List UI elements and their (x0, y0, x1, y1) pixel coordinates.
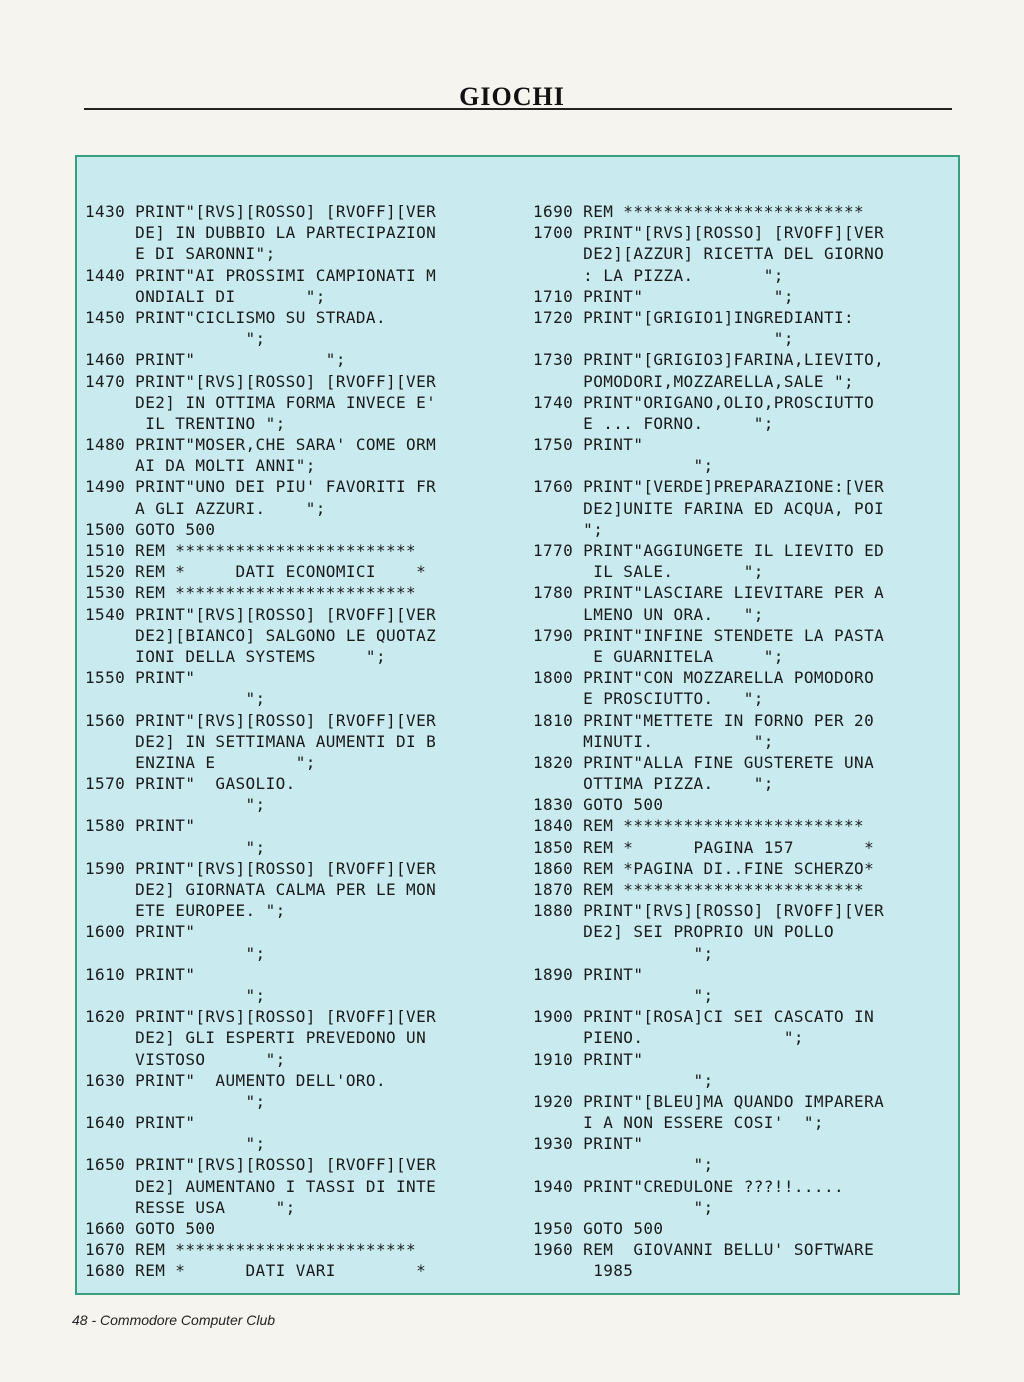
code-line: 1450 PRINT"CICLISMO SU STRADA. (85, 307, 386, 327)
code-line: "; (533, 1070, 714, 1090)
code-line: 1960 REM GIOVANNI BELLU' SOFTWARE (533, 1240, 875, 1260)
code-line: "; (85, 329, 266, 349)
page-footer: 48 - Commodore Computer Club (72, 1312, 276, 1328)
code-line: "; (533, 1155, 714, 1175)
code-line: "; (533, 456, 714, 476)
code-line: 1750 PRINT" (533, 435, 644, 455)
code-line: 1710 PRINT" "; (533, 286, 794, 306)
code-line: 1690 REM ************************ (533, 202, 865, 221)
code-line: PIENO. "; (533, 1028, 804, 1048)
code-line: 1860 REM *PAGINA DI..FINE SCHERZO* (533, 858, 875, 878)
code-line: 1830 GOTO 500 (533, 795, 664, 815)
code-line: 1730 PRINT"[GRIGIO3]FARINA,LIEVITO, (533, 350, 885, 370)
code-listing-panel (75, 155, 960, 1295)
code-line: 1670 REM ************************ (85, 1240, 417, 1260)
code-line: 1840 REM ************************ (533, 816, 865, 836)
code-line: 1650 PRINT"[RVS][ROSSO] [RVOFF][VER (85, 1155, 437, 1175)
code-line: "; (533, 1197, 714, 1217)
code-line: 1470 PRINT"[RVS][ROSSO] [RVOFF][VER (85, 371, 437, 391)
code-line: LMENO UN ORA. "; (533, 604, 764, 624)
code-line: : LA PIZZA. "; (533, 265, 784, 285)
code-line: 1550 PRINT" (85, 668, 196, 688)
code-line: 1630 PRINT" AUMENTO DELL'ORO. (85, 1070, 386, 1090)
code-line: 1790 PRINT"INFINE STENDETE LA PASTA (533, 625, 885, 645)
code-line: 1510 REM ************************ (85, 541, 417, 560)
code-line: ENZINA E "; (85, 752, 316, 772)
code-line: E GUARNITELA "; (533, 646, 784, 666)
code-line: 1440 PRINT"AI PROSSIMI CAMPIONATI M (85, 265, 437, 285)
code-line: E ... FORNO. "; (533, 413, 774, 433)
code-line: "; (85, 1134, 266, 1154)
code-line: DE2] SEI PROPRIO UN POLLO (533, 922, 834, 942)
code-line: A GLI AZZURI. "; (85, 498, 326, 518)
code-line: 1490 PRINT"UNO DEI PIU' FAVORITI FR (85, 477, 437, 497)
code-line: 1610 PRINT" (85, 964, 196, 984)
listing-column-left (85, 201, 436, 1282)
code-line: 1600 PRINT" (85, 922, 196, 942)
code-line: "; (85, 689, 266, 709)
code-line: ETE EUROPEE. "; (85, 901, 286, 921)
code-line: "; (85, 1091, 266, 1111)
code-line: IL SALE. "; (533, 562, 764, 582)
code-line: 1930 PRINT" (533, 1134, 644, 1154)
code-line: 1540 PRINT"[RVS][ROSSO] [RVOFF][VER (85, 604, 437, 624)
code-line: 1870 REM ************************ (533, 880, 865, 899)
code-line: "; (85, 943, 266, 963)
code-line: 1810 PRINT"METTETE IN FORNO PER 20 (533, 710, 875, 730)
code-line: VISTOSO "; (85, 1049, 286, 1069)
code-line: 1430 PRINT"[RVS][ROSSO] [RVOFF][VER (85, 202, 437, 221)
code-line: 1580 PRINT" (85, 816, 196, 836)
code-line: "; (85, 985, 266, 1005)
code-line: 1530 REM ************************ (85, 583, 417, 603)
code-line: 1820 PRINT"ALLA FINE GUSTERETE UNA (533, 752, 875, 772)
listing-column-right (533, 201, 884, 1282)
code-line: DE2] AUMENTANO I TASSI DI INTE (85, 1176, 437, 1196)
code-line: DE2] IN OTTIMA FORMA INVECE E' (85, 392, 437, 412)
code-line: DE2] IN SETTIMANA AUMENTI DI B (85, 731, 437, 751)
code-line: 1880 PRINT"[RVS][ROSSO] [RVOFF][VER (533, 901, 885, 921)
code-line: "; (533, 943, 714, 963)
code-line: 1460 PRINT" "; (85, 350, 346, 370)
code-line: DE] IN DUBBIO LA PARTECIPAZION (85, 223, 437, 243)
code-line: E DI SARONNI"; (85, 244, 276, 264)
code-line: 1920 PRINT"[BLEU]MA QUANDO IMPARERA (533, 1091, 885, 1111)
code-line: 1480 PRINT"MOSER,CHE SARA' COME ORM (85, 435, 437, 455)
code-line: 1570 PRINT" GASOLIO. (85, 774, 296, 794)
section-title: GIOCHI (459, 82, 565, 111)
code-line: AI DA MOLTI ANNI"; (85, 456, 316, 476)
code-line: 1890 PRINT" (533, 964, 644, 984)
code-line: 1700 PRINT"[RVS][ROSSO] [RVOFF][VER (533, 223, 885, 243)
code-line: I A NON ESSERE COSI' "; (533, 1113, 824, 1133)
code-line: "; (85, 795, 266, 815)
code-line: OTTIMA PIZZA. "; (533, 774, 774, 794)
code-line: "; (533, 519, 604, 539)
code-line: MINUTI. "; (533, 731, 774, 751)
code-line: 1720 PRINT"[GRIGIO1]INGREDIANTI: (533, 307, 855, 327)
code-line: E PROSCIUTTO. "; (533, 689, 764, 709)
code-line: 1900 PRINT"[ROSA]CI SEI CASCATO IN (533, 1007, 875, 1027)
code-line: 1850 REM * PAGINA 157 * (533, 837, 875, 857)
code-line: 1760 PRINT"[VERDE]PREPARAZIONE:[VER (533, 477, 885, 497)
code-line: IONI DELLA SYSTEMS "; (85, 646, 386, 666)
code-line: 1590 PRINT"[RVS][ROSSO] [RVOFF][VER (85, 858, 437, 878)
code-line: 1500 GOTO 500 (85, 519, 216, 539)
code-line: 1770 PRINT"AGGIUNGETE IL LIEVITO ED (533, 541, 885, 560)
code-line: DE2] GLI ESPERTI PREVEDONO UN (85, 1028, 427, 1048)
code-line: ONDIALI DI "; (85, 286, 326, 306)
code-line: 1780 PRINT"LASCIARE LIEVITARE PER A (533, 583, 885, 603)
code-line: 1520 REM * DATI ECONOMICI * (85, 562, 427, 582)
code-line: 1985 (533, 1261, 634, 1281)
code-line: 1620 PRINT"[RVS][ROSSO] [RVOFF][VER (85, 1007, 437, 1027)
code-line: 1660 GOTO 500 (85, 1219, 216, 1238)
code-line: 1680 REM * DATI VARI * (85, 1261, 427, 1281)
code-line: 1910 PRINT" (533, 1049, 644, 1069)
code-line: "; (533, 985, 714, 1005)
code-line: "; (85, 837, 266, 857)
code-line: 1940 PRINT"CREDULONE ???!!..... (533, 1176, 845, 1196)
code-line: 1950 GOTO 500 (533, 1219, 664, 1238)
code-line: 1560 PRINT"[RVS][ROSSO] [RVOFF][VER (85, 710, 437, 730)
code-line: DE2][AZZUR] RICETTA DEL GIORNO (533, 244, 885, 264)
code-line: IL TRENTINO "; (85, 413, 286, 433)
code-line: POMODORI,MOZZARELLA,SALE "; (533, 371, 855, 391)
code-line: 1740 PRINT"ORIGANO,OLIO,PROSCIUTTO (533, 392, 875, 412)
code-line: 1640 PRINT" (85, 1113, 196, 1133)
code-line: "; (533, 329, 794, 349)
code-line: RESSE USA "; (85, 1197, 296, 1217)
header-rule (84, 108, 952, 110)
code-line: DE2] GIORNATA CALMA PER LE MON (85, 880, 437, 899)
code-line: DE2][BIANCO] SALGONO LE QUOTAZ (85, 625, 437, 645)
code-line: 1800 PRINT"CON MOZZARELLA POMODORO (533, 668, 875, 688)
code-line: DE2]UNITE FARINA ED ACQUA, POI (533, 498, 885, 518)
